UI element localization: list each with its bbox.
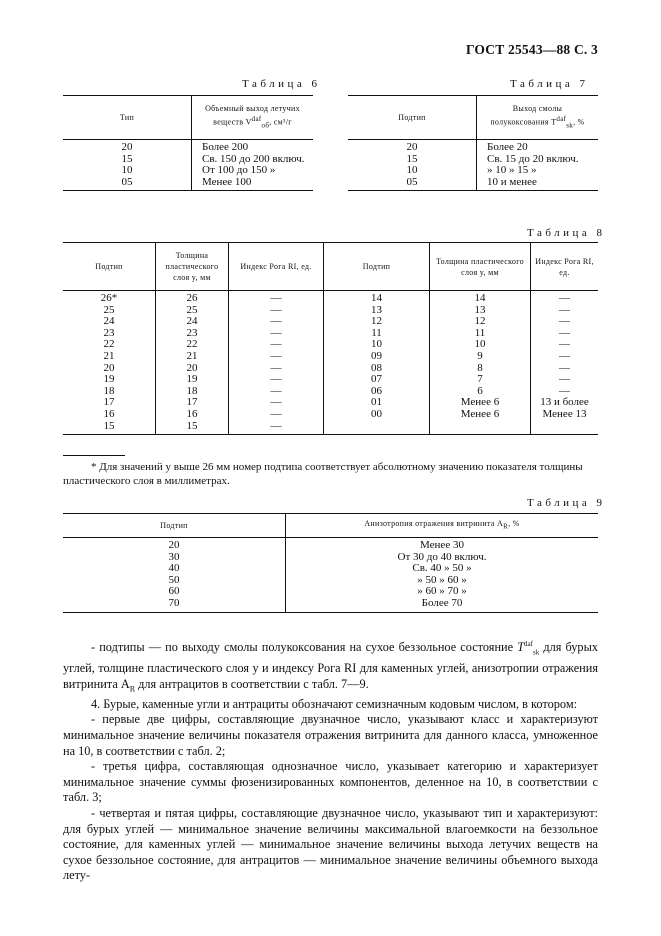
paragraph-code: 4. Бурые, каменные угли и антрациты обозначают семизначным кодовым числом, в котором: (91, 696, 578, 711)
table-cell: 10 и менее (477, 177, 599, 191)
table9 (63, 513, 598, 613)
table-cell: Более 70 (286, 598, 599, 612)
table8-header-4: Подтип (324, 243, 430, 291)
table-cell: 16 (103, 407, 115, 420)
table-cell: 8 (430, 363, 531, 375)
table-cell: — (229, 351, 324, 363)
table-row (63, 552, 598, 564)
table-cell: 19 (156, 374, 229, 386)
table7-header-subtype: Подтип (348, 96, 477, 140)
table-cell: Более 200 (192, 140, 314, 154)
table-cell: 26 (156, 291, 229, 305)
table-cell: — (229, 363, 324, 375)
table-cell: От 100 до 150 » (192, 165, 314, 177)
table8-header-2: Толщина пластического слоя y, мм (156, 243, 229, 291)
table-cell: 23 (156, 328, 229, 340)
table-cell: — (531, 291, 599, 305)
table7-header-tar: Выход смолы полукоксования Tdaf$_{sk}$, % (477, 96, 599, 140)
table-cell: 19 (103, 373, 115, 386)
table-cell: 22 (103, 338, 115, 351)
table-cell: 05 (63, 177, 192, 191)
table-cell: — (229, 339, 324, 351)
table-cell: 50 (168, 573, 180, 586)
table7-caption: Таблица 7 (510, 78, 589, 90)
table-row (63, 421, 598, 435)
table-cell: Св. 40 » 50 » (286, 563, 599, 575)
table-cell: — (229, 305, 324, 317)
table-cell: От 30 до 40 включ. (286, 552, 599, 564)
table-cell: Св. 15 до 20 включ. (477, 154, 599, 166)
table-cell: 10 (430, 339, 531, 351)
table-cell: 20 (168, 539, 180, 551)
table-cell: 00 (324, 409, 430, 421)
table-row (348, 165, 598, 177)
table-cell: 10 (324, 339, 430, 351)
table-cell: 15 (156, 421, 229, 435)
table9-header-anisotropy: Анизотропия отражения витринита $A_R$, % (286, 514, 599, 538)
table-cell: — (531, 339, 599, 351)
table-row (63, 177, 313, 191)
table-cell: 20 (121, 141, 133, 153)
table-cell: 12 (430, 316, 531, 328)
table-row (63, 575, 598, 587)
page-header: ГОСТ 25543—88 С. 3 (465, 42, 598, 57)
table-row (63, 154, 313, 166)
table-cell: 24 (103, 315, 115, 328)
table-cell: 05 (348, 177, 477, 191)
table-cell: — (229, 386, 324, 398)
table-cell: — (531, 386, 599, 398)
table-cell (430, 421, 531, 435)
table-row (63, 291, 598, 305)
table6-body (63, 140, 313, 191)
table-cell: 13 (430, 305, 531, 317)
table-cell: 10 (121, 164, 133, 177)
table-cell: 15 (406, 152, 418, 165)
table-cell: 11 (324, 328, 430, 340)
table6 (63, 95, 313, 191)
table-cell: 16 (156, 409, 229, 421)
table7-body (348, 140, 598, 191)
table-cell: 14 (430, 291, 531, 305)
table-cell: 70 (63, 598, 286, 612)
table-cell: Менее 13 (531, 409, 599, 421)
table-cell: Менее 100 (192, 177, 314, 191)
table-cell: 12 (324, 316, 430, 328)
table8-header-1: Подтип (63, 243, 156, 291)
table-cell: — (229, 421, 324, 435)
body-text (63, 637, 598, 884)
table-cell: 26* (100, 292, 118, 304)
table-row (63, 328, 598, 340)
table-cell: 25 (156, 305, 229, 317)
table-row (63, 165, 313, 177)
table-cell: 09 (324, 351, 430, 363)
paragraph-first-digits: - первые две цифры, составляющие двузначное число, указывают класс и характеризуют минимальное значение величины показателя отражения витринита для данного класса, умноженное на 10, в соответствии с табл. 2; (63, 712, 598, 758)
paragraph-third-digit: - третья цифра, составляющая однозначное число, указывает категорию и характеризует минимальное значение суммы фюзенизированных компонентов, деленное на 10, в соответствии с табл. 3; (63, 759, 598, 805)
table-cell: » 50 » 60 » (286, 575, 599, 587)
table9-caption: Таблица 9 (527, 497, 606, 509)
table-cell: 30 (168, 550, 180, 563)
table-cell: — (229, 374, 324, 386)
table-cell: — (229, 409, 324, 421)
table8-caption: Таблица 8 (527, 227, 606, 239)
table-cell: 18 (156, 386, 229, 398)
table-row (63, 563, 598, 575)
table-cell: 22 (156, 339, 229, 351)
table-cell: 7 (430, 374, 531, 386)
table-cell: 6 (430, 386, 531, 398)
table-cell: 21 (103, 349, 115, 362)
table-cell: 17 (156, 397, 229, 409)
paragraph-subtypes: - подтипы — по выходу смолы полукоксования на сухое беззольное состояние $T^{daf}_{sk}$ для бурых углей, толщине пластического слоя y и индексу Рога RI для каменных углей, анизотропии отражения витринита $A_R$ для антрацитов в соответствии с табл. 7—9. (63, 640, 598, 694)
table-row (63, 586, 598, 598)
footnote-rule (63, 455, 125, 456)
table-cell: — (531, 328, 599, 340)
table-cell: 9 (430, 351, 531, 363)
table-cell: Менее 6 (430, 397, 531, 409)
table-cell (324, 421, 430, 435)
table-row (63, 538, 598, 552)
table9-body (63, 538, 598, 613)
table-row (63, 305, 598, 317)
table-cell: — (531, 305, 599, 317)
table-cell: — (531, 374, 599, 386)
table-cell: 11 (430, 328, 531, 340)
table-cell: 15 (121, 152, 133, 165)
table-cell: 60 (168, 585, 180, 598)
table-row (348, 154, 598, 166)
table6-header-volume: Объемный выход летучих веществ Vdaf$_{об}$, см³/г (192, 96, 314, 140)
table8 (63, 242, 598, 435)
table-cell: — (531, 351, 599, 363)
table-row (63, 339, 598, 351)
table8-header-5: Толщина пластического слоя y, мм (430, 243, 531, 291)
table-cell: 24 (156, 316, 229, 328)
table-cell: 14 (324, 291, 430, 305)
table-cell (531, 421, 599, 435)
table-cell: 06 (324, 386, 430, 398)
table-row (63, 386, 598, 398)
table-cell: 08 (324, 363, 430, 375)
table-row (63, 598, 598, 612)
table6-caption: Таблица 6 (242, 78, 321, 90)
table-cell: 13 (324, 305, 430, 317)
table-row (63, 374, 598, 386)
table-cell: 07 (324, 374, 430, 386)
table-cell: 40 (168, 562, 180, 575)
table-cell: — (229, 316, 324, 328)
table-row (63, 409, 598, 421)
table-cell: Св. 150 до 200 включ. (192, 154, 314, 166)
table-cell: » 60 » 70 » (286, 586, 599, 598)
table-cell: 21 (156, 351, 229, 363)
table-cell: 20 (103, 361, 115, 374)
table-cell: Менее 6 (430, 409, 531, 421)
table-cell: 25 (103, 303, 115, 316)
table-cell: — (531, 363, 599, 375)
paragraph-fourth-fifth-digits: - четвертая и пятая цифры, составляющие двузначное число, указывают тип и характеризуют: для бурых углей — минимальное значение величины максимальной влагоемкости на беззольное состояние, для каменных углей — минимальное значение величины выхода летучих веществ на сухое беззольное состояние, для антрацитов — минимальное значение величины объемного выхода лету- (63, 805, 598, 883)
table-cell: 15 (63, 421, 156, 435)
table-cell: 13 и более (531, 397, 599, 409)
table-cell: — (531, 316, 599, 328)
table-cell: 20 (406, 141, 418, 153)
table8-footnote: * Для значений y выше 26 мм номер подтипа соответствует абсолютному значению показателя толщины пластического слоя в миллиметрах. (63, 461, 583, 487)
table-cell: Менее 30 (286, 538, 599, 552)
table6-header-type: Тип (63, 96, 192, 140)
table-cell: — (229, 397, 324, 409)
table7 (348, 95, 598, 191)
table-row (348, 140, 598, 154)
table-row (63, 351, 598, 363)
table9-header-subtype: Подтип (63, 514, 286, 538)
table-cell: — (229, 291, 324, 305)
table-cell: 23 (103, 326, 115, 339)
table8-header-6: Индекс Рога RI, ед. (531, 243, 599, 291)
table-cell: 20 (156, 363, 229, 375)
table-row (63, 397, 598, 409)
table-row (63, 363, 598, 375)
table-cell: Более 20 (477, 140, 599, 154)
table-row (63, 140, 313, 154)
table-row (63, 316, 598, 328)
table-cell: 17 (103, 396, 115, 409)
table8-body (63, 291, 598, 435)
table-cell: — (229, 328, 324, 340)
table-cell: 18 (103, 384, 115, 397)
table-row (348, 177, 598, 191)
table8-header-3: Индекс Рога RI, ед. (229, 243, 324, 291)
table-cell: 10 (406, 164, 418, 177)
table-cell: » 10 » 15 » (477, 165, 599, 177)
table-cell: 01 (324, 397, 430, 409)
